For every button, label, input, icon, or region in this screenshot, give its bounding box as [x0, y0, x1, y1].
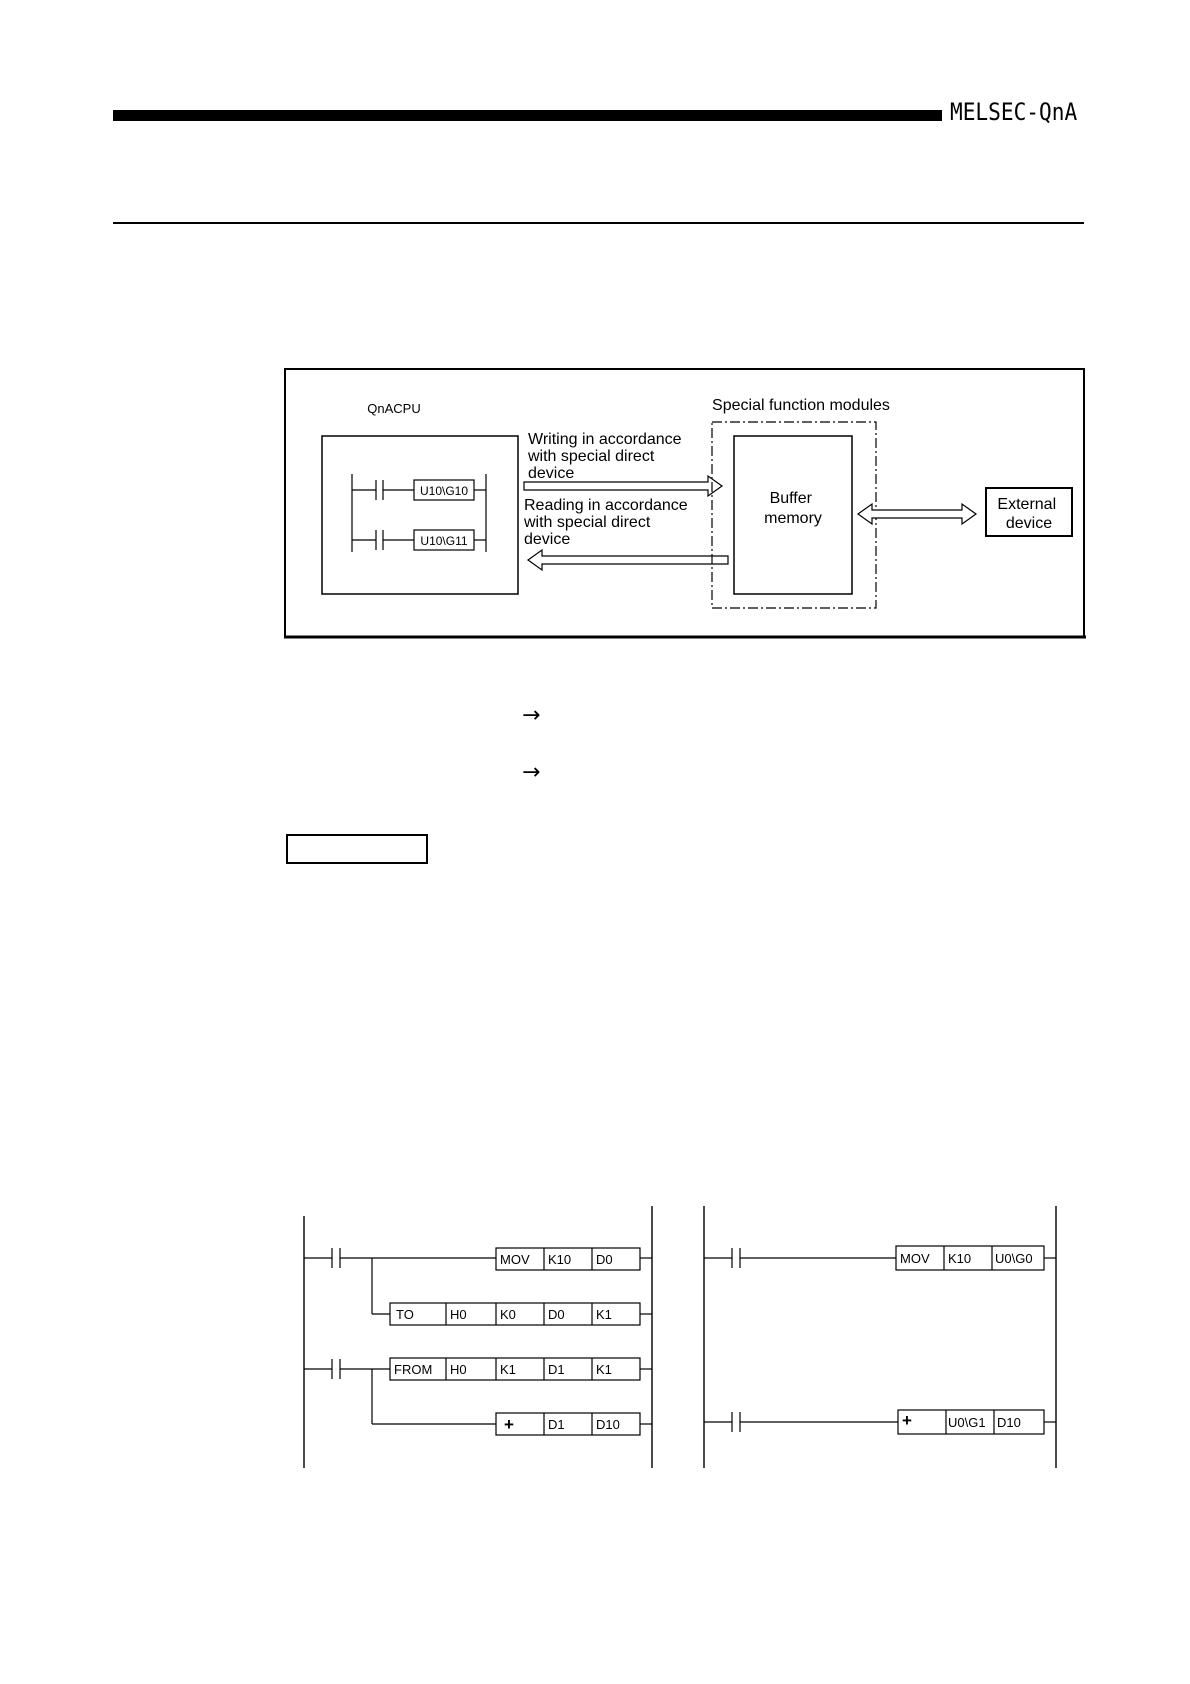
ladder-cell: U0\G0 — [995, 1251, 1033, 1266]
ladder-cell: D1 — [548, 1417, 565, 1432]
ladder-cell: K0 — [500, 1307, 516, 1322]
arrow-glyph-2: → — [522, 760, 541, 785]
ladder-cell: + — [902, 1411, 912, 1430]
cpu-ladder-device-1: U10\G10 — [419, 484, 469, 498]
special-direct-device-diagram — [284, 368, 1086, 640]
ladder-cell: TO — [396, 1307, 414, 1322]
ladder-right-row-1 — [896, 1246, 1044, 1270]
ladder-cell: K10 — [548, 1252, 572, 1267]
ladder-cell: D0 — [596, 1252, 613, 1267]
ladder-cell: + — [504, 1415, 514, 1434]
ladder-left-row-2 — [390, 1303, 640, 1325]
ladder-cell: U0\G1 — [948, 1415, 986, 1430]
ladder-cell: D10 — [997, 1415, 1021, 1430]
ladder-cell: D1 — [548, 1362, 565, 1377]
ladder-program-right — [696, 1206, 1066, 1476]
ladder-cell: H0 — [450, 1307, 467, 1322]
ladder-cell: K1 — [596, 1362, 612, 1377]
ladder-cell: K10 — [948, 1251, 972, 1266]
ladder-left-row-1 — [496, 1248, 640, 1270]
external-label: External device — [997, 496, 1057, 532]
ladder-left-row-4 — [496, 1413, 640, 1435]
ladder-program-left — [296, 1206, 658, 1476]
ladder-cell: D0 — [548, 1307, 565, 1322]
cpu-label: QnACPU — [367, 401, 421, 416]
ladder-cell: K1 — [500, 1362, 516, 1377]
sfm-label: Special function modules — [712, 397, 890, 414]
write-label: Writing in accordance with special direct device — [528, 431, 682, 482]
header-bar — [113, 110, 942, 121]
ladder-cell: H0 — [450, 1362, 467, 1377]
section-rule — [113, 222, 1084, 224]
cpu-ladder-device-2: U10\G11 — [420, 534, 468, 548]
arrow-glyph-1: → — [522, 703, 541, 728]
ladder-cell: D10 — [596, 1417, 620, 1432]
ladder-cell: FROM — [394, 1362, 433, 1377]
label-box — [286, 834, 428, 864]
buffer-label: Buffer memory — [764, 490, 822, 527]
cpu-box — [322, 436, 518, 594]
read-label: Reading in accordance with special direct device — [524, 497, 688, 548]
ladder-left-row-3 — [390, 1358, 640, 1380]
header-title: MELSEC-QnA — [950, 98, 1078, 126]
ladder-cell: MOV — [500, 1252, 530, 1267]
read-arrow — [528, 550, 728, 570]
ladder-cell: K1 — [596, 1307, 612, 1322]
ladder-right-row-2 — [898, 1410, 1044, 1434]
ladder-cell: MOV — [900, 1251, 930, 1266]
